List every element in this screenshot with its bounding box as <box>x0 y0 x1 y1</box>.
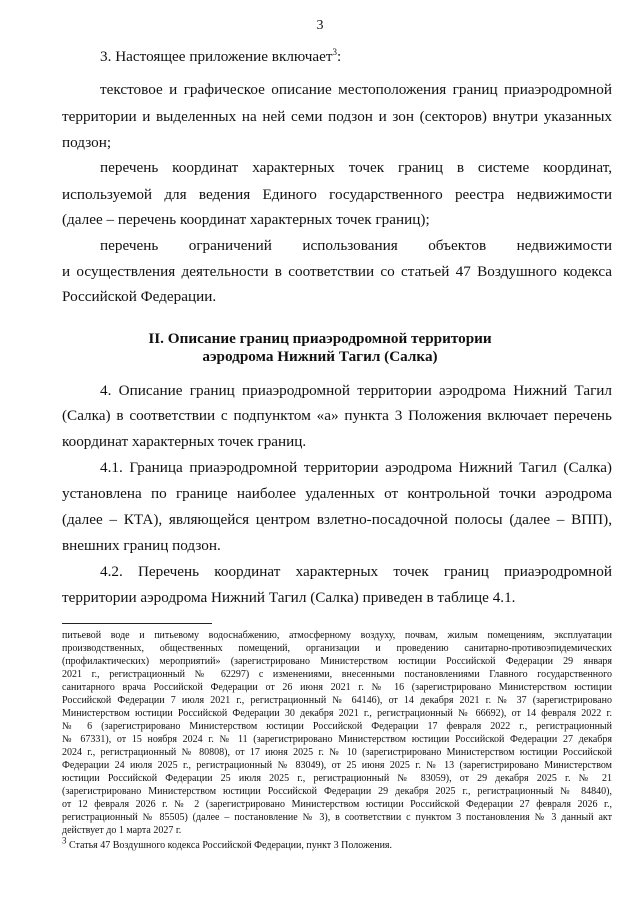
footnote-3-marker: 3 <box>62 835 67 846</box>
paragraph-line: используемой для ведения Единого государственного реестра недвижимости <box>62 186 612 203</box>
paragraph-line: 4. Описание границ приаэродромной территории аэродрома Нижний Тагил <box>100 382 612 399</box>
footnote-line: от 12 февраля 2026 г. № 2 (зарегистрировано Министерством юстиции Российской Федерации 27 февраля 2026 г., <box>62 799 612 810</box>
paragraph-line: и осуществления деятельности в соответствии со статьей 47 Воздушного кодекса <box>62 263 612 280</box>
paragraph-line: координат характерных точек границ. <box>62 433 307 450</box>
footnote-ref: 3 <box>332 46 337 57</box>
footnote-3 <box>62 835 612 852</box>
intro-item-text: 3. Настоящее приложение включает <box>100 48 333 65</box>
section-heading: II. Описание границ приаэродромной территории <box>148 330 492 347</box>
footnote-line: санитарного врача Российской Федерации от 26 июня 2021 г. № 16 (зарегистрировано Министерством юстиции <box>62 682 612 693</box>
footnote-line: питьевой воде и питьевому водоснабжению, атмосферному воздуху, почвам, жилым помещениям, эксплуатации <box>62 630 612 641</box>
footnote-line: производственных, общественных помещений, организации и проведению санитарно-противоэпидемических <box>62 643 612 654</box>
intro-item-colon: : <box>336 48 342 65</box>
paragraph-line: (далее – КТА), являющейся центром взлетно-посадочной полосы (далее – ВПП), <box>62 511 612 528</box>
footnote-line: юстиции Российской Федерации 25 июля 2025 г., регистрационный № 83059), от 29 декабря 2025 г. № 21 <box>62 773 612 784</box>
paragraph-line: внешних границ подзон. <box>62 537 221 554</box>
paragraph-line: 4.2. Перечень координат характерных точек границ приаэродромной <box>100 563 612 580</box>
footnote-line: Федерации 24 июля 2025 г., регистрационный № 83049), от 25 июня 2025 г. № 13 (зарегистрировано Министерством <box>62 760 612 771</box>
footnote-line: регистрационный № 85505) (далее – постановление № 3), в соответствии с пунктом 3 постановления № 3 данный акт <box>62 812 612 823</box>
footnote-line: (профилактических) мероприятий» (зарегистрировано Министерством юстиции Российской Федерации 29 января <box>62 656 612 667</box>
paragraph-line: (далее – перечень координат характерных точек границ); <box>62 211 430 228</box>
footnote-line: № 67331), от 15 ноября 2024 г. № 11 (зарегистрировано Министерством юстиции Российской Федерации 27 декабря <box>62 734 612 745</box>
paragraph-line: Российской Федерации. <box>62 288 217 305</box>
intro-item <box>100 47 341 67</box>
section-heading: аэродрома Нижний Тагил (Салка) <box>202 348 438 365</box>
footnote-line: Российской Федерации 7 июля 2021 г., регистрационный № 64146), от 14 декабря 2021 г. № 37 (зарегистрировано <box>62 695 612 706</box>
paragraph-line: перечень ограничений использования объектов недвижимости <box>100 237 612 254</box>
paragraph-line: подзон; <box>62 134 112 151</box>
paragraph-line: установлена по границе наиболее удаленных от контрольной точки аэродрома <box>62 485 612 502</box>
footnote-line: 2024 г., регистрационный № 80808), от 17 июня 2025 г. № 10 (зарегистрировано Министерством юстиции Российской <box>62 747 612 758</box>
page-number: 3 <box>316 18 324 33</box>
paragraph-line: (Салка) в соответствии с подпунктом «а» пункта 3 Положения включает перечень <box>62 407 612 424</box>
paragraph-line: текстовое и графическое описание местоположения границ приаэродромной <box>100 81 612 98</box>
footnote-3-text: Статья 47 Воздушного кодекса Российской Федерации, пункт 3 Положения. <box>66 840 393 851</box>
paragraph-line: перечень координат характерных точек границ в системе координат, <box>100 159 612 176</box>
footnote-line: (зарегистрировано Министерством юстиции Российской Федерации 29 декабря 2025 г., регистрационный № 84840), <box>62 786 612 797</box>
paragraph-line: 4.1. Граница приаэродромной территории аэродрома Нижний Тагил (Салка) <box>100 459 612 476</box>
footnote-line: Министерством юстиции Российской Федерации 30 декабря 2021 г., регистрационный № 66692), от 14 февраля 2022 г. <box>62 708 612 719</box>
paragraph-line: территории аэродрома Нижний Тагил (Салка) приведен в таблице 4.1. <box>62 589 516 606</box>
footnote-separator <box>62 623 212 624</box>
footnote-line: № 6 (зарегистрировано Министерством юстиции Российской Федерации 17 февраля 2022 г., регистрационный <box>62 721 612 732</box>
footnote-line: 2021 г., регистрационный № 62297) с изменениями, внесенными постановлениями Главного государственного <box>62 669 612 680</box>
footnote-line: действует до 1 марта 2027 г. <box>62 825 182 836</box>
paragraph-line: территории и выделенных на ней семи подзон и зон (секторов) внутри указанных <box>62 108 612 125</box>
